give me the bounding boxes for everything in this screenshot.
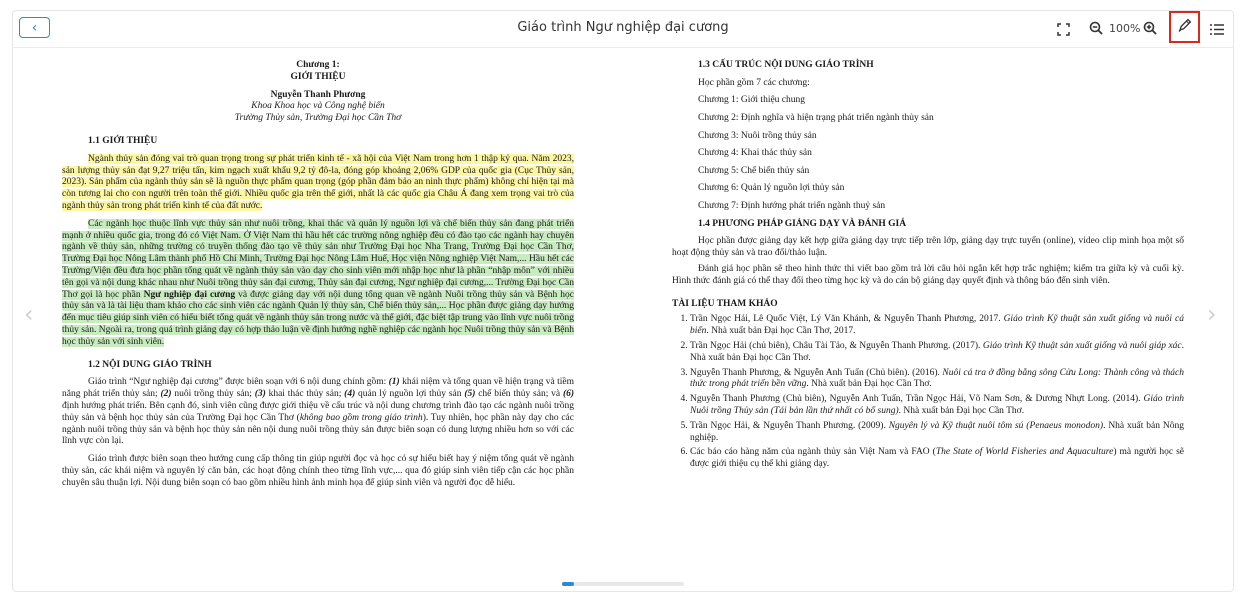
section-heading-1-4: 1.4 PHƯƠNG PHÁP GIẢNG DẠY VÀ ĐÁNH GIÁ <box>698 218 907 229</box>
scrollbar-thumb[interactable] <box>562 582 574 586</box>
paragraph-intro <box>62 154 574 213</box>
chapter-list <box>672 78 1184 213</box>
chapter-number: Chương 1: <box>296 60 340 70</box>
list-item: Chương 2: Định nghĩa và hiện trạng phát triển ngành thủy sản <box>698 112 934 123</box>
chapter-title: GIỚI THIỆU <box>290 71 346 82</box>
affiliation-school: Trường Thủy sản, Trường Đại học Cần Thơ <box>234 113 402 124</box>
section-heading-1-3: 1.3 CẤU TRÚC NỘI DUNG GIÁO TRÌNH <box>698 60 874 70</box>
zoom-level: 100% <box>1109 22 1141 35</box>
list-item: Chương 1: Giới thiệu chung <box>698 95 806 106</box>
list-item: Chương 3: Nuôi trồng thủy sản <box>698 130 817 141</box>
highlight-green[interactable]: Các ngành học thuộc lĩnh vực thủy sản như nuôi trồng, khai thác và quản lý nguồn lợi và chế biến thủy sản đang phát triển mạnh ở nhiều quốc gia, trong đó có Việt Nam. Ở Việt Nam thì hầu hết các trường nông nghiệp đều có đào tạo các ngành hay chuyên ngành về thủy sản, những trường có truyền thống đào tạo về thủy sản như Trường Đại học Nha Trang, Trường Đại học Cần Thơ, Trường Đại học Nông Lâm thành phố Hồ Chí Minh, Trường Đại học Nông Lâm Huế, Học viện Nông nghiệp Việt Nam,... Hầu hết các Trường/Viện đều đưa học phần tổng quát về ngành thủy sản vào dạy cho sinh viên mới nhập học như là phần “nhập môn” với nhiều tên gọi và nội dung khác nhau như Nuôi trồng thủy sản đại cương, Thủy sản đại cương, Ngư nghiệp đại cương,... Trường Đại học Cần Thơ gọi là học phần Ngư nghiệp đại cương và được giảng dạy với nội dung tổng quan về ngành Nuôi trồng thủy sản và Bệnh học thủy sản và là tài liệu tham khảo cho các sinh viên các ngành Quản lý thủy sản, Chế biến thủy sản,... Học phần được giảng dạy hướng đến mục tiêu giúp sinh viên có hiểu biết tổng quát về ngành thủy sản trong nước và thế giới, đặc biệt tập trung vào lĩnh vực nuôi trồng thủy sản. Ngoài ra, trong quá trình giảng dạy có hợp thảo luận về định hướng nghề nghiệp các ngành học Nuôi trồng thủy sản và Bệnh học thủy sản với sinh viên. <box>62 218 574 347</box>
author-name: Nguyễn Thanh Phương <box>270 89 366 100</box>
next-page-icon[interactable]: › <box>1207 300 1217 328</box>
list-item: Chương 7: Định hướng phát triển ngành thuỷ sản <box>698 200 886 211</box>
paragraph-assessment: Đánh giá học phần sẽ theo hình thức thi viết bao gồm trả lời câu hỏi ngắn kết hợp trắc nghiệm; kiểm tra giữa kỳ và cuối kỳ. Hình thức đánh giá có thể thay đổi theo từng học kỳ và do cán bộ giảng dạy quyết định và thông báo đến sinh viên. <box>672 263 1184 286</box>
paragraph-teaching: Học phần được giảng dạy kết hợp giữa giảng dạy trực tiếp trên lớp, giảng dạy trực tuyến (online), video clip minh họa một số hoạt động thủy sản và trao đổi/thảo luận. <box>672 236 1184 259</box>
list-item: Chương 5: Chế biến thủy sản <box>698 165 810 176</box>
highlighter-pen-icon <box>1177 17 1193 38</box>
chevron-left-icon: ‹ <box>31 19 38 36</box>
references-list <box>672 314 1184 471</box>
paragraph-content: Giáo trình “Ngư nghiệp đại cương” được biên soạn với 6 nội dung chính gồm: (1) khái niệm và tổng quan về hiện trạng và tiềm năng phát triển thủy sản; (2) nuôi trồng thủy sản; (3) khai thác thủy sản; (4) quản lý nguồn lợi thủy sản (5) chế biến thủy sản; và (6) định hướng phát triển. Bên cạnh đó, sinh viên cũng được giới thiệu về cấu trúc và nội dung chương trình đào tạo các ngành nuôi trồng thủy sản và bệnh học thủy sản của Trường Đại học Cần Thơ (không bao gồm trong giáo trình). Tuy nhiên, học phần này dạy cho các ngành nuôi trồng thủy sản và bệnh học thủy sản nên nội dung nuôi trồng thủy sản được biên soạn có dung lượng nhiều hơn so với các lĩnh vực còn lại. <box>62 377 575 447</box>
reference-item: 6. Các báo cáo hàng năm của ngành thủy sản Việt Nam và FAO (The State of World Fisheries and Aquaculture) mà người học sẽ được giới thiệu cụ thể khi giảng dạy. <box>690 447 1184 471</box>
reference-item: 5. Trần Ngọc Hải, & Nguyễn Thanh Phương. (2009). Nguyên lý và Kỹ thuật nuôi tôm sú (Penaeus monodon). Nhà xuất bản Nông nghiệp. <box>690 421 1184 445</box>
list-item: Chương 4: Khai thác thủy sản <box>698 148 812 159</box>
highlight-yellow[interactable]: Ngành thủy sản đóng vai trò quan trọng trong sự phát triển kinh tế - xã hội của Việt Nam trong hơn 1 thập kỷ qua. Năm 2023, sản lượng thủy sản đạt 9,27 triệu tấn, kim ngạch xuất khẩu 9,2 tỷ đô-la, đóng góp khoảng 2,06% GDP của quốc gia (Cục Thủy sản, 2023). Sản phẩm của ngành thủy sản sẽ là nguồn thực phẩm quan trọng (góp phần đảm bảo an ninh thực phẩm) không chỉ hiện tại mà còn tương lai cho con người trên toàn thế giới. Nhiều quốc gia trên thế giới, nhất là các quốc gia Châu Á đang xem trọng vai trò của ngành thủy sản trong phát triển kinh tế của đất nước. <box>62 153 574 211</box>
left-page <box>62 60 574 490</box>
reference-item: 3. Nguyễn Thanh Phương, & Nguyễn Anh Tuấn (Chủ biên). (2016). Nuôi cá tra ở đồng bằng sông Cửu Long: Thành công và thách thức trong phát triển bền vững. Nhà xuất bản Đại học Cần Thơ. <box>690 368 1184 392</box>
right-page <box>672 60 1184 474</box>
paragraph-fields <box>62 219 574 349</box>
list-item: Chương 6: Quản lý nguồn lợi thủy sản <box>698 183 845 194</box>
section-heading-1-2: 1.2 NỘI DUNG GIÁO TRÌNH <box>88 359 212 370</box>
toolbar <box>12 10 1234 48</box>
section-heading-1-1: 1.1 GIỚI THIỆU <box>88 135 158 146</box>
reference-item: 1. Trần Ngọc Hải, Lê Quốc Việt, Lý Văn Khánh, & Nguyễn Thanh Phương, 2017. Giáo trình Kỹ thuật sản xuất giống và nuôi cá biển. Nhà xuất bản Đại học Cần Thơ, 2017. <box>690 314 1184 338</box>
zoom-in-icon[interactable] <box>1143 20 1157 39</box>
list-item: Học phần gồm 7 các chương: <box>698 77 810 88</box>
prev-page-icon[interactable]: ‹ <box>24 300 34 328</box>
paragraph-approach: Giáo trình được biên soạn theo hướng cung cấp thông tin giúp người đọc và học có sự hiểu biết hay ý niệm tổng quát về ngành thủy sản, các khái niệm và nguyên lý căn bản, các hoạt động chính theo từng lĩnh vực,... qua đó giúp sinh viên tiếp cận các học phần chuyên sâu thuận lợi. Nội dung biên soạn có bao gồm nhiều hình ảnh minh họa để giúp sinh viên và người đọc dễ hiểu. <box>62 454 574 488</box>
affiliation-faculty: Khoa Khoa học và Công nghệ biển <box>251 101 385 112</box>
list-icon[interactable] <box>1210 21 1224 40</box>
zoom-out-icon[interactable] <box>1089 20 1103 39</box>
fullscreen-icon[interactable] <box>1057 21 1070 40</box>
page-scrollbar[interactable] <box>562 582 684 586</box>
references-heading: TÀI LIỆU THAM KHẢO <box>672 298 778 309</box>
document-title: Giáo trình Ngư nghiệp đại cương <box>517 20 729 35</box>
reference-item: 2. Trần Ngọc Hải (chủ biên), Châu Tài Tảo, & Nguyễn Thanh Phương. (2017). Giáo trình Kỹ thuật sản xuất giống và nuôi giáp xác. Nhà xuất bản Đại học Cần Thơ. <box>690 341 1184 365</box>
highlight-button[interactable] <box>1169 11 1200 43</box>
reference-item: 4. Nguyễn Thanh Phương (Chủ biên), Nguyễn Anh Tuấn, Trần Ngọc Hải, Võ Nam Sơn, & Dương Nhựt Long. (2014). Giáo trình Nuôi trồng Thủy sản (Tái bản lần thứ nhất có bổ sung). Nhà xuất bản Đại học Cần Thơ. <box>690 394 1184 418</box>
